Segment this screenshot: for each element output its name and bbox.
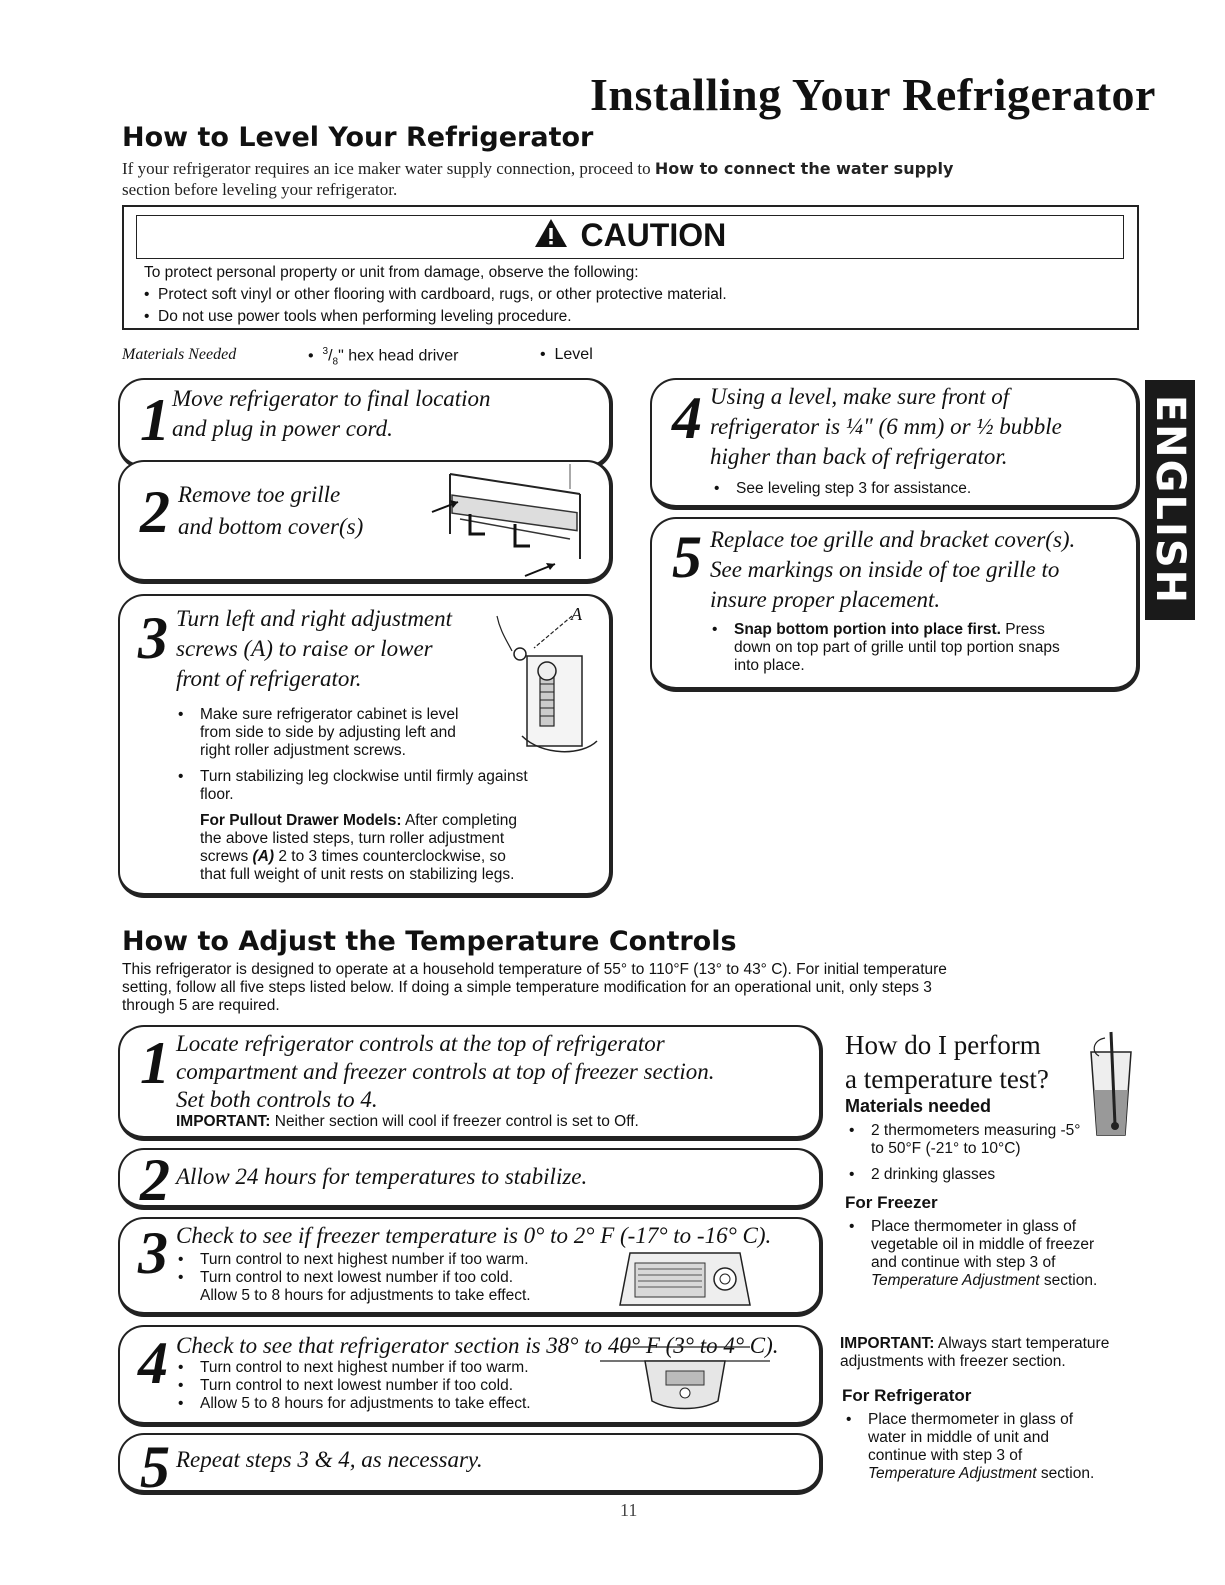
adjustment-screw-illustration <box>472 596 602 766</box>
language-side-tab-text: ENGLISH <box>1147 394 1193 606</box>
step-title-line-2: and bottom cover(s) <box>178 514 364 539</box>
page-title: Installing Your Refrigerator <box>590 69 1156 120</box>
materials-item-1: • $^3/_8$" hex head driver <box>308 346 459 368</box>
step-bullet-2: • Turn stabilizing leg clockwise until firmly against floor. <box>178 768 528 803</box>
section-intro-level <box>122 158 1122 200</box>
step-number: 4 <box>138 1330 168 1396</box>
step-title-line-1: Move refrigerator to final location <box>172 386 491 411</box>
intro-text-b: section before leveling your refrigerator. <box>122 180 398 199</box>
temp-step-4-box <box>118 1325 823 1427</box>
level-step-1-box <box>118 378 613 470</box>
step-number: 5 <box>672 524 702 590</box>
level-step-5-box <box>650 517 1140 692</box>
caution-lead: To protect personal property or unit from damage, observe the following: <box>144 264 639 281</box>
step-number: 4 <box>672 385 702 451</box>
step-number: 1 <box>140 387 170 453</box>
temp-step-5-box <box>118 1433 823 1500</box>
intro-link[interactable]: How to connect the water supply <box>654 159 954 178</box>
materials-needed-item-2: • 2 drinking glasses <box>849 1166 996 1183</box>
language-side-tab <box>1145 380 1195 620</box>
caution-box <box>122 205 1139 330</box>
step-title-line-2: refrigerator is ¼" (6 mm) or ½ bubble <box>710 414 1062 439</box>
for-freezer-heading: For Freezer <box>845 1193 938 1212</box>
caution-item-2: • Do not use power tools when performing leveling procedure. <box>144 308 572 325</box>
callout-a: A <box>571 604 582 624</box>
materials-needed-item-1: • 2 thermometers measuring -5° to 50°F (-21° to 10°C) <box>849 1122 1081 1157</box>
drinking-glass-thermometer-icon <box>1085 1030 1137 1140</box>
step-number: 2 <box>140 479 170 545</box>
step-bullets: • Turn control to next highest number if too warm. • Turn control to next lowest number if too cold. Allow 5 to 8 hours for adjustments to take effect. <box>178 1251 531 1304</box>
step-number: 3 <box>138 605 168 671</box>
step-title-line-1: Locate refrigerator controls at the top of refrigerator <box>176 1031 665 1056</box>
materials-label: Materials Needed <box>122 346 237 363</box>
step-title-line-1: Check to see if freezer temperature is 0° to 2° F (-17° to -16° C). <box>176 1223 772 1248</box>
step-title-line-3: higher than back of refrigerator. <box>710 444 1008 469</box>
step-bullets: • Turn control to next highest number if too warm. • Turn control to next lowest number if too cold. • Allow 5 to 8 hours for adjustments to take effect. <box>178 1359 531 1412</box>
intro-text-a: If your refrigerator requires an ice maker water supply connection, proceed to <box>122 159 655 178</box>
pullout-drawer-note: For Pullout Drawer Models: After completing the above listed steps, turn roller adjustment screws (A) 2 to 3 times counterclockwise, so that full weight of unit rests on stabilizing legs. <box>200 812 517 883</box>
step-title-line-3: insure proper placement. <box>710 587 941 612</box>
step-title-line-1: Replace toe grille and bracket cover(s). <box>710 527 1076 552</box>
level-step-3-box <box>118 594 613 898</box>
step-title-line-2: screws (A) to raise or lower <box>176 636 433 661</box>
step-title-line-2: and plug in power cord. <box>172 416 393 441</box>
section-intro-temperature: This refrigerator is designed to operate at a household temperature of 55° to 110°F (13° to 43° C). For initial temperature setting, follow all five steps listed below. If doing a simple temperature modification for an operational unit, only steps 3 through 5 are required. <box>122 961 947 1014</box>
step-title-line-1: Remove toe grille <box>178 482 341 507</box>
caution-item-1: • Protect soft vinyl or other flooring with cardboard, rugs, or other protective material. <box>144 286 727 303</box>
step-bullet-1: • Make sure refrigerator cabinet is level from side to side by adjusting left and right roller adjustment screws. <box>178 706 459 759</box>
warning-triangle-icon <box>534 218 568 248</box>
important-note: IMPORTANT: Neither section will cool if freezer control is set to Off. <box>176 1113 639 1130</box>
step-title-line-1: Repeat steps 3 & 4, as necessary. <box>176 1447 483 1472</box>
temp-test-important: IMPORTANT: Always start temperature adjustments with freezer section. <box>840 1335 1110 1370</box>
step-bullet-1: • Snap bottom portion into place first. Press down on top part of grille until top portion snaps into place. <box>712 621 1060 674</box>
caution-title-text: CAUTION <box>580 217 727 253</box>
temp-step-3-box <box>118 1217 823 1317</box>
temp-step-2-box <box>118 1147 823 1213</box>
step-title-line-2: compartment and freezer controls at top of freezer section. <box>176 1059 715 1084</box>
for-freezer-item: • Place thermometer in glass of vegetable oil in middle of freezer and continue with step 3 of Temperature Adjustment section. <box>849 1218 1098 1289</box>
refrigerator-control-illustration <box>600 1339 770 1411</box>
step-number: 5 <box>140 1434 170 1500</box>
freezer-control-illustration <box>610 1245 760 1315</box>
step-title-line-1: Allow 24 hours for temperatures to stabilize. <box>176 1164 588 1189</box>
materials-item-2: • Level <box>540 346 593 363</box>
step-number: 1 <box>140 1030 170 1096</box>
step-number: 3 <box>138 1220 168 1286</box>
step-title-line-1: Turn left and right adjustment <box>176 606 453 631</box>
caution-title <box>534 217 726 254</box>
section-heading-temperature: How to Adjust the Temperature Controls <box>122 926 737 957</box>
level-step-4-box <box>650 378 1140 510</box>
for-refrigerator-item: • Place thermometer in glass of water in middle of unit and continue with step 3 of Temperature Adjustment section. <box>846 1411 1095 1482</box>
step-title-line-3: front of refrigerator. <box>176 666 362 691</box>
section-heading-level: How to Level Your Refrigerator <box>122 122 594 153</box>
temp-test-title: How do I perform a temperature test? <box>845 1030 1049 1094</box>
step-number: 2 <box>140 1147 170 1213</box>
materials-needed-heading: Materials needed <box>845 1096 992 1116</box>
level-step-2-box <box>118 460 613 584</box>
temp-step-1-box <box>118 1025 823 1141</box>
toe-grille-illustration <box>430 464 600 582</box>
page-number: 11 <box>620 1500 638 1520</box>
for-refrigerator-heading: For Refrigerator <box>842 1386 972 1405</box>
step-title-line-1: Check to see that refrigerator section is 38° to 40° F (3° to 4° C). <box>176 1333 779 1358</box>
step-title-line-2: See markings on inside of toe grille to <box>710 557 1060 582</box>
step-bullet-1: • See leveling step 3 for assistance. <box>714 480 972 497</box>
step-title-line-1: Using a level, make sure front of <box>710 384 1010 409</box>
step-title-line-3: Set both controls to 4. <box>176 1087 378 1112</box>
